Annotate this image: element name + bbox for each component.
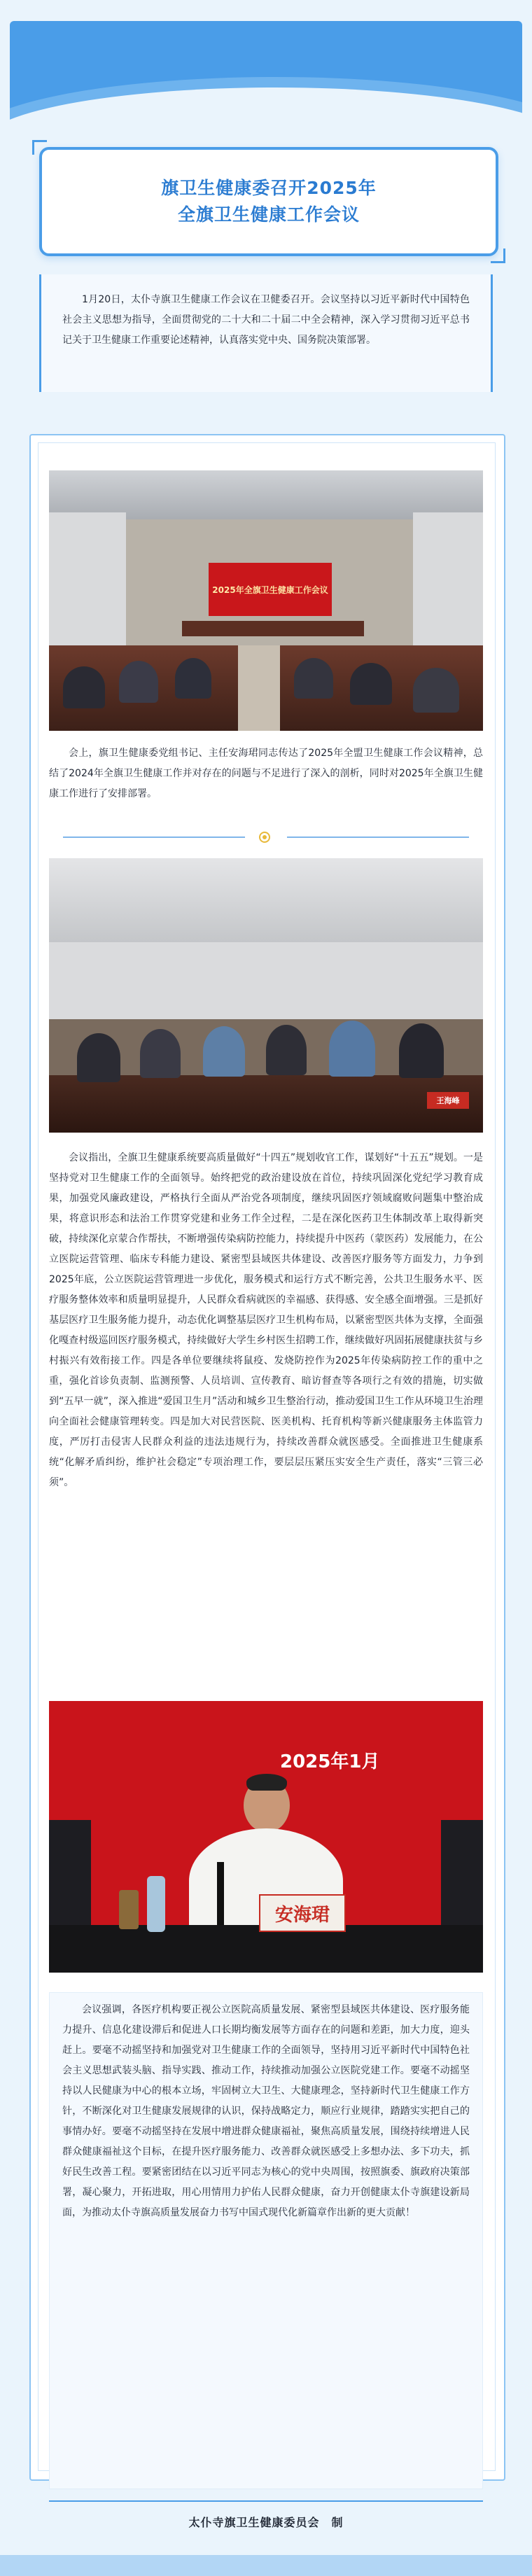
attendees-photo (49, 858, 483, 1133)
title-box (39, 147, 498, 256)
divider-line (287, 836, 469, 838)
attendee (203, 1026, 245, 1077)
photo-left-curtain (49, 512, 126, 652)
divider-dot-icon (259, 832, 270, 843)
paragraph-1: 会上，旗卫生健康委党组书记、主任安海珺同志传达了2025年全盟卫生健康工作会议精神，总结了2024年全旗卫生健康工作并对存在的问题与不足进行了深入的剖析，同时对2025年全旗卫生健康工作进行了安排部署。 (49, 748, 483, 799)
tea-cup (119, 1890, 139, 1929)
bottom-decoration (0, 2555, 532, 2576)
attendee (175, 658, 211, 699)
photo-curtain (49, 942, 483, 1019)
attendee (399, 1023, 444, 1078)
photo-chair-left (49, 1820, 91, 1925)
footer-text: 太仆寺旗卫生健康委员会 制 (188, 2515, 344, 2529)
photo-front-table (182, 621, 364, 636)
paragraph-2: 会议指出，全旗卫生健康系统要高质量做好“十四五”规划收官工作，谋划好“十五五”规划。一是坚持党对卫生健康工作的全面领导。始终把党的政治建设放在首位，持续巩固深化党纪学习教育成果，加强党风廉政建设，严格执行全面从严治党各项制度，继续巩固医疗领域腐败问题集中整治成果，将意识形态和法治工作贯穿党建和业务工作全过程，二是在深化医药卫生体制改革上取得新突破，持续深化京蒙合作帮扶，不断增强传染病防控能力，持续提升中医药（蒙医药）发展能力，在公立医院运营管理、临床专科能力建设、紧密型县域医共体建设、改善医疗服务等方面发力，力争到2025年底，公立医院运营管理进一步优化，服务模式和运行方式不断完善，公共卫生服务水平、医疗服务整体效率和质量明显提升，人民群众看病就医的幸福感、获得感、安全感全面增强。三是抓好基层医疗卫生服务能力提升，动态优化调整基层医疗卫生机构布局，以紧密型医共体为支撑，全面强化嘎查村级巡回医疗服务模式，持续做好大学生乡村医生招聘工作，继续做好巩固拓展健康扶贫与乡村振兴有效衔接工作。四是各单位要继续将鼠疫、发烧防控作为2025年传染病防控工作的重中之重，强化首诊负责制、监测预警、人员培训、宣传教育、暗访督查等各项行之有效的措施，切实做到“五早一就”，深入推进“爱国卫生月”活动和城乡卫生整治行动，推动爱国卫生工作从环境卫生治理向全面社会健康管理转变。四是加大对民营医院、医美机构、托育机构等新兴健康服务主体监管力度，严厉打击侵害人民群众利益的违法违规行为，持续改善群众就医感受。全面推进卫生健康系统“化解矛盾纠纷，维护社会稳定”专项治理工作，要层层压紧压实安全生产责任，落实“三管三必须”。 (49, 1152, 483, 1488)
meeting-hall-photo (49, 470, 483, 731)
attendee (63, 666, 105, 708)
desk (49, 1925, 483, 1973)
speaker-nameplate (259, 1894, 346, 1932)
speaker-photo (49, 1701, 483, 1973)
photo-desk-row (49, 1075, 483, 1133)
nameplate-text: 王海峰 (436, 1096, 460, 1105)
intro-paragraph: 1月20日，太仆寺旗卫生健康工作会议在卫健委召开。会议坚持以习近平新时代中国特色社会主义思想为指导，全面贯彻党的二十大和二十届二中全会精神，深入学习贯彻习近平总书记关于卫生健康工作重要论述精神，认真落实党中央、国务院决策部署。 (39, 274, 493, 392)
title-corner-decoration (491, 248, 505, 263)
stage-screen-text: 2025年全旗卫生健康工作会议 (212, 584, 328, 595)
attendee (350, 663, 392, 705)
stage-screen (209, 563, 332, 616)
section-divider (49, 830, 483, 844)
attendee (266, 1025, 307, 1075)
attendee (413, 668, 459, 713)
footer-signature (49, 2500, 483, 2541)
page-title-line1: 旗卫生健康委召开2025年 (161, 178, 377, 198)
speaker-hair (246, 1774, 287, 1791)
paragraph-3: 会议强调，各医疗机构要正视公立医院高质量发展、紧密型县域医共体建设、医疗服务能力提升、信息化建设滞后和促进人口长期均衡发展等方面存在的问题和差距，加大力度，迎头赶上。要毫不动摇坚持和加强党对卫生健康工作的全面领导，坚持用习近平新时代中国特色社会主义思想武装头脑、指导实践、推动工作，持续推动加强公立医院党建工作。要毫不动摇坚持以人民健康为中心的根本立场，牢固树立大卫生、大健康理念，坚持新时代卫生健康工作方针，不断深化对卫生健康发展规律的认识，保持战略定力，顺应行业规律，踏踏实实把自己的事情办好。要毫不动摇坚持在发展中增进群众健康福祉，聚焦高质量发展，围绕持续增进人民群众健康福祉这个目标，在提升医疗服务能力、改善群众就医感受上多想办法、多下功夫，抓好民生改善工程。要紧密团结在以习近平同志为核心的党中央周围，按照旗委、旗政府决策部署，凝心聚力，开拓进取，用心用情用力护佑人民群众健康，奋力开创健康太仆寺旗建设新局面，为推动太仆寺旗高质量发展奋力书写中国式现代化新篇章作出新的更大贡献！ (49, 1992, 483, 2489)
page-title-line2: 全旗卫生健康工作会议 (177, 204, 360, 225)
attendee (119, 661, 158, 703)
nameplate (427, 1092, 469, 1109)
header-banner (10, 21, 522, 154)
attendee (329, 1021, 375, 1077)
attendee (77, 1033, 120, 1082)
microphone (217, 1862, 224, 1925)
speaker-nameplate-text: 安海珺 (274, 1904, 330, 1926)
attendee (294, 658, 333, 699)
photo-ceiling (49, 858, 483, 942)
divider-line (63, 836, 245, 838)
photo-aisle (238, 645, 280, 731)
photo-right-curtain (413, 512, 483, 652)
water-bottle (147, 1876, 165, 1932)
title-corner-decoration (32, 140, 47, 155)
photo-chair-right (441, 1820, 483, 1925)
photo-screen-text: 2025年1月 (280, 1751, 380, 1772)
attendee (140, 1029, 181, 1078)
